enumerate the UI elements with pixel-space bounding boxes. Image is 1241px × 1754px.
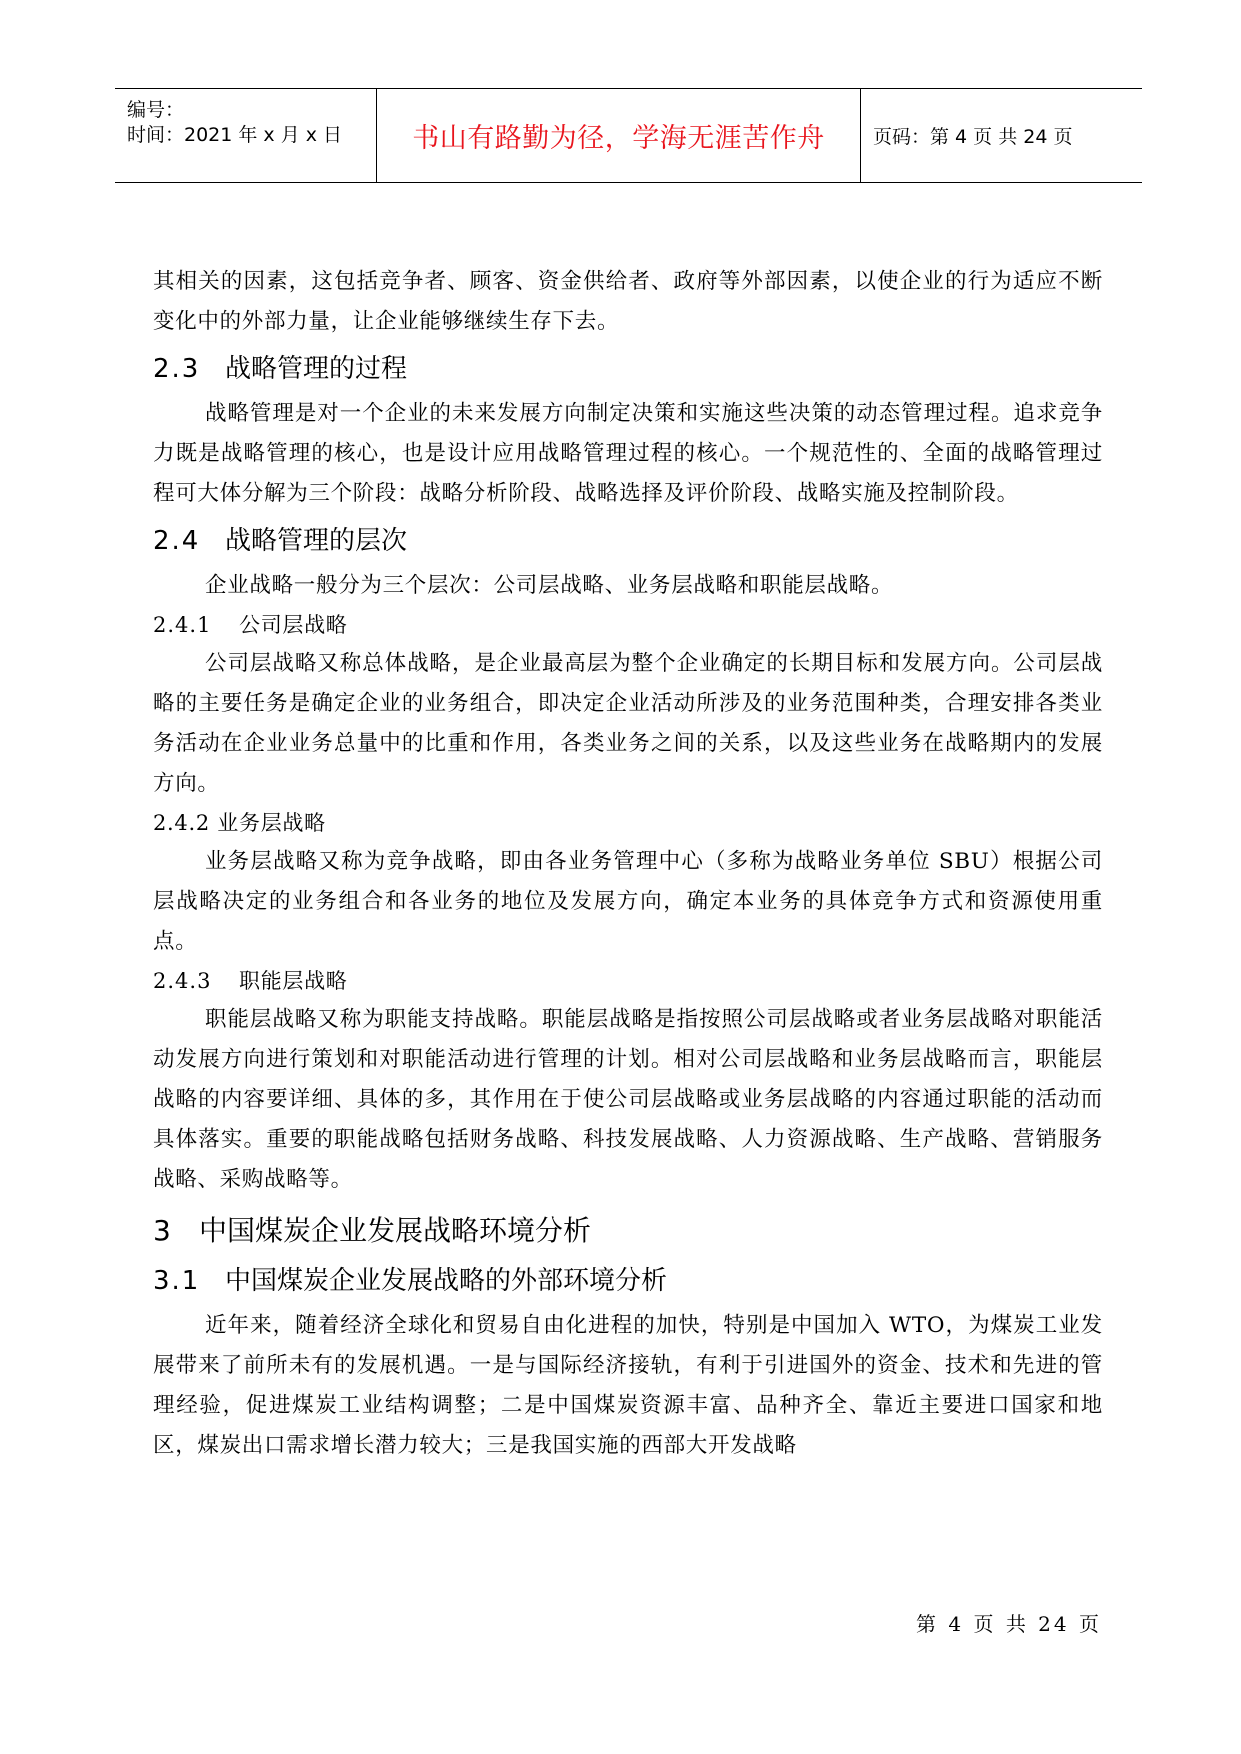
paragraph: 职能层战略又称为职能支持战略。职能层战略是指按照公司层战略或者业务层战略对职能活动发展方向进行策划和对职能活动进行管理的计划。相对公司层战略和业务层战略而言，职能层战略的内容要详细、具体的多，其作用在于使公司层战略或业务层战略的内容通过职能的活动而具体落实。重要的职能战略包括财务战略、科技发展战略、人力资源战略、生产战略、营销服务战略、采购战略等。: [153, 1007, 1103, 1192]
subsection-heading-2-4-3: [153, 962, 1103, 1000]
document-body: [153, 262, 1103, 1466]
paragraph: 业务层战略又称为竞争战略，即由各业务管理中心（多称为战略业务单位 SBU）根据公司层战略决定的业务组合和各业务的地位及发展方向，确定本业务的具体竞争方式和资源使用重点。: [153, 849, 1103, 954]
paragraph: 企业战略一般分为三个层次：公司层战略、业务层战略和职能层战略。: [205, 573, 894, 598]
section-heading-3-1: [153, 1260, 1103, 1302]
subsection-title: 公司层战略: [239, 613, 348, 637]
time-label: 时间：2021 年 x 月 x 日: [127, 124, 343, 146]
header-page-cell: [861, 89, 1142, 182]
chapter-heading-3: [153, 1208, 1103, 1254]
header-motto-cell: [377, 89, 861, 182]
section-title: 战略管理的层次: [225, 526, 408, 556]
subsection-number: 2.4.3: [153, 969, 212, 993]
subsection-title: 职能层战略: [239, 969, 348, 993]
subsection-heading-2-4-2: 2.4.2 业务层战略: [153, 811, 326, 835]
paragraph: 公司层战略又称总体战略，是企业最高层为整个企业确定的长期目标和发展方向。公司层战略的主要任务是确定企业的业务组合，即决定企业活动所涉及的业务范围种类，合理安排各类业务活动在企业业务总量中的比重和作用，各类业务之间的关系，以及这些业务在战略期内的发展方向。: [153, 651, 1103, 796]
subsection-number: 2.4.1: [153, 613, 212, 637]
section-heading-2-3: [153, 348, 1103, 390]
page-header: [115, 88, 1142, 183]
header-info-cell: [115, 89, 377, 182]
section-number: 3.1: [153, 1266, 201, 1296]
motto-text: 书山有路勤为径，学海无涯苦作舟: [412, 123, 825, 154]
paragraph: 近年来，随着经济全球化和贸易自由化进程的加快，特别是中国加入 WTO，为煤炭工业发展带来了前所未有的发展机遇。一是与国际经济接轨，有利于引进国外的资金、技术和先进的管理经验，促进煤炭工业结构调整；二是中国煤炭资源丰富、品种齐全、靠近主要进口国家和地区，煤炭出口需求增长潜力较大；三是我国实施的西部大开发战略: [153, 1313, 1103, 1458]
section-number: 2.3: [153, 354, 201, 384]
subsection-heading-2-4-1: [153, 606, 1103, 644]
section-number: 2.4: [153, 526, 201, 556]
section-title: 战略管理的过程: [225, 354, 408, 384]
paragraph: 其相关的因素，这包括竞争者、顾客、资金供给者、政府等外部因素，以使企业的行为适应不断变化中的外部力量，让企业能够继续生存下去。: [153, 269, 1103, 334]
chapter-title: 中国煤炭企业发展战略环境分析: [199, 1214, 592, 1247]
number-label: 编号：: [127, 99, 185, 121]
page-footer: 第 4 页 共 24 页: [916, 1612, 1102, 1636]
chapter-number: 3: [153, 1214, 171, 1247]
section-title: 中国煤炭企业发展战略的外部环境分析: [225, 1266, 668, 1296]
paragraph: 战略管理是对一个企业的未来发展方向制定决策和实施这些决策的动态管理过程。追求竞争力既是战略管理的核心，也是设计应用战略管理过程的核心。一个规范性的、全面的战略管理过程可大体分解为三个阶段：战略分析阶段、战略选择及评价阶段、战略实施及控制阶段。: [153, 401, 1103, 506]
section-heading-2-4: [153, 520, 1103, 562]
header-page-label: 页码：第 4 页 共 24 页: [873, 126, 1073, 148]
